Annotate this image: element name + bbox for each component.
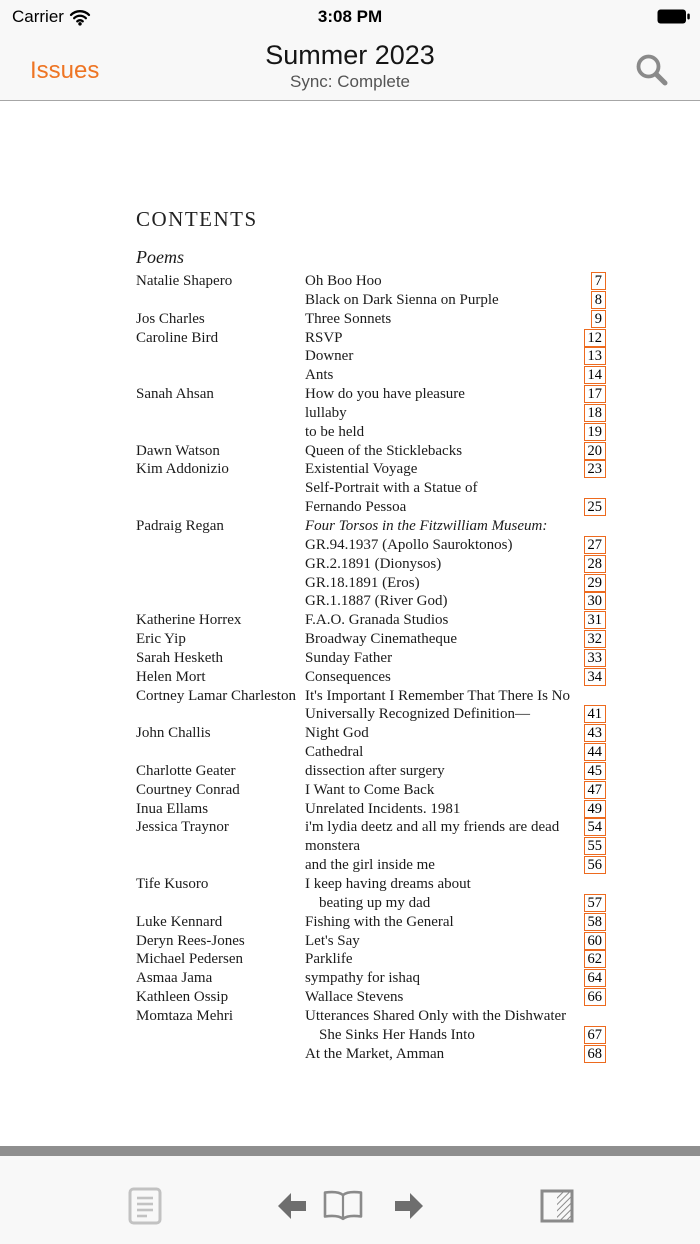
page-number-link[interactable]: 67	[584, 1026, 607, 1044]
toc-author: Cortney Lamar Charleston	[136, 687, 296, 704]
status-bar	[0, 0, 700, 34]
open-book-icon[interactable]	[322, 1190, 364, 1222]
toc-row	[136, 423, 606, 442]
toc-row	[136, 498, 606, 517]
toc-page-cell	[580, 347, 606, 365]
toc-row	[136, 1026, 606, 1045]
toc-page-cell	[580, 630, 606, 648]
toc-page-cell	[580, 574, 606, 592]
toc-author: Jessica Traynor	[136, 819, 229, 836]
page-number-link[interactable]: 17	[584, 385, 607, 403]
toc-title: sympathy for ishaq	[305, 970, 420, 987]
toc-page-cell	[580, 366, 606, 384]
toc-title: I keep having dreams about	[305, 876, 471, 892]
page-number-link[interactable]: 27	[584, 536, 607, 554]
toc-title: F.A.O. Granada Studios	[305, 612, 449, 629]
contents-list-icon[interactable]	[128, 1187, 162, 1225]
toc-row	[136, 724, 606, 743]
toc-author: John Challis	[136, 725, 211, 742]
document-page	[0, 102, 700, 1146]
toc-row	[136, 630, 606, 649]
page-number-link[interactable]: 43	[584, 724, 607, 742]
section-heading-poems: Poems	[136, 247, 184, 267]
toc-title: Ants	[305, 367, 334, 384]
toc-row	[136, 385, 606, 404]
toc-row	[136, 460, 606, 479]
toc-title: RSVP	[305, 329, 343, 346]
sync-status: Sync: Complete	[290, 72, 410, 91]
toc-title: beating up my dad	[319, 894, 431, 911]
toc-row	[136, 800, 606, 819]
toc-title: It's Important I Remember That There Is No	[305, 687, 570, 704]
toc-page-cell	[580, 291, 606, 309]
toc-title: monstera	[305, 838, 360, 855]
toc-title: Broadway Cinematheque	[305, 631, 458, 648]
toc-page-cell	[580, 536, 606, 554]
status-time: 3:08 PM	[317, 7, 383, 26]
page-number-link[interactable]: 19	[584, 423, 607, 441]
previous-page-arrow-icon[interactable]	[277, 1192, 307, 1220]
toc-row	[136, 818, 606, 837]
toc-page-cell	[580, 743, 606, 761]
toc-row	[136, 875, 606, 894]
page-number-link[interactable]: 57	[584, 894, 607, 912]
carrier-label: Carrier	[12, 7, 64, 26]
top-chrome	[0, 0, 700, 101]
page-number-link[interactable]: 31	[584, 611, 607, 629]
toc-row	[136, 442, 606, 461]
toc-row	[136, 705, 606, 724]
toc-page-cell	[580, 272, 606, 290]
toc-title: At the Market, Amman	[305, 1045, 445, 1062]
toc-author: Charlotte Geater	[136, 762, 236, 779]
toc-page-cell	[580, 423, 606, 441]
toc-title: Oh Boo Hoo	[305, 273, 382, 289]
toc-page-cell	[580, 460, 606, 478]
toc-author: Eric Yip	[136, 631, 186, 648]
toc-title: Self-Portrait with a Statue of	[305, 480, 478, 497]
toc-page-cell	[580, 950, 606, 968]
page-number-link[interactable]: 34	[584, 668, 607, 686]
page-number-link[interactable]: 55	[584, 837, 607, 855]
toc-page-cell	[580, 649, 606, 667]
toc-title: i'm lydia deetz and all my friends are dead	[305, 819, 560, 836]
page-number-link[interactable]: 62	[584, 950, 607, 968]
page-number-link[interactable]: 56	[584, 856, 607, 874]
toc-row	[136, 649, 606, 668]
toc-title: Parklife	[305, 951, 353, 968]
toc-page-cell	[580, 592, 606, 610]
toc-title: GR.94.1937 (Apollo Sauroktonos)	[305, 536, 513, 553]
toc-title: and the girl inside me	[305, 857, 435, 874]
toc-title: Four Torsos in the Fitzwilliam Museum:	[305, 517, 548, 534]
toc-title: Let's Say	[305, 932, 360, 949]
toc-title: She Sinks Her Hands Into	[319, 1026, 475, 1043]
toc-page-cell	[580, 969, 606, 987]
toc-page-cell	[580, 818, 606, 836]
toc-title: I Want to Come Back	[305, 781, 435, 798]
toc-author: Luke Kennard	[136, 913, 223, 930]
toc-row	[136, 404, 606, 423]
toc-page-cell	[580, 1045, 606, 1063]
toc-title: GR.1.1887 (River God)	[305, 593, 448, 610]
page-number-link[interactable]: 41	[584, 705, 607, 723]
battery-icon	[657, 9, 690, 24]
next-page-arrow-icon[interactable]	[394, 1192, 424, 1220]
toc-author: Helen Mort	[136, 668, 206, 685]
toc-author: Momtaza Mehri	[136, 1007, 234, 1024]
toc-page-cell	[580, 1026, 606, 1044]
toc-title: Cathedral	[305, 744, 364, 761]
toc-page-cell	[580, 555, 606, 573]
toc-author: Dawn Watson	[136, 442, 220, 459]
toc-row	[136, 969, 606, 988]
toc-title: GR.2.1891 (Dionysos)	[305, 555, 442, 572]
toc-page-cell	[580, 404, 606, 422]
toc-page-cell	[580, 724, 606, 742]
search-icon[interactable]	[634, 52, 670, 88]
toc-title: lullaby	[305, 404, 347, 421]
toc-page-cell	[580, 781, 606, 799]
page-number-link[interactable]: 66	[584, 988, 607, 1006]
toc-row	[136, 668, 606, 687]
toc-author: Padraig Regan	[136, 517, 224, 534]
toc-page-cell	[580, 762, 606, 780]
toc-author: Tife Kusoro	[136, 876, 209, 892]
toc-title: Sunday Father	[305, 649, 393, 666]
toc-page-cell	[580, 668, 606, 686]
toc-row	[136, 950, 606, 969]
toc-row	[136, 574, 606, 593]
toc-row	[136, 894, 606, 913]
toc-title: Existential Voyage	[305, 461, 418, 478]
toc-page-cell	[580, 385, 606, 403]
page-number-link[interactable]: 23	[584, 460, 607, 478]
page-number-link[interactable]: 14	[584, 366, 607, 384]
toc-row	[136, 1007, 606, 1026]
toc-page-cell	[580, 913, 606, 931]
page-number-link[interactable]: 29	[584, 574, 607, 592]
toc-title: Consequences	[305, 668, 391, 685]
bottom-toolbar	[0, 1156, 700, 1244]
nav-title-group	[110, 40, 590, 92]
page-layout-icon[interactable]	[540, 1189, 574, 1223]
toc-row	[136, 479, 606, 498]
toc-row	[136, 291, 606, 310]
toc-row	[136, 611, 606, 630]
toc-title: dissection after surgery	[305, 762, 445, 779]
toc-title: Night God	[305, 725, 369, 742]
toc-page-cell	[580, 800, 606, 818]
toc-author: Natalie Shapero	[136, 273, 233, 289]
toc-title: Queen of the Sticklebacks	[305, 442, 463, 459]
nav-bar	[0, 34, 700, 101]
toc-page-cell	[580, 498, 606, 516]
toc-page-cell	[580, 705, 606, 723]
toc-author: Katherine Horrex	[136, 612, 242, 629]
toc-row	[136, 329, 606, 348]
page-scrubber-bar[interactable]	[0, 1146, 700, 1156]
toc-author: Michael Pedersen	[136, 951, 244, 968]
toc-page-cell	[580, 894, 606, 912]
toc-page-cell	[580, 856, 606, 874]
toc-row	[136, 932, 606, 951]
toc-row	[136, 310, 606, 329]
toc-author: Courtney Conrad	[136, 781, 240, 798]
page-number-link[interactable]: 54	[584, 818, 607, 836]
contents-heading: CONTENTS	[136, 207, 258, 231]
toc-title: Universally Recognized Definition—	[305, 706, 530, 723]
page-number-link[interactable]: 12	[584, 329, 607, 347]
toc-author: Inua Ellams	[136, 800, 209, 817]
toc-row	[136, 856, 606, 875]
toc-row	[136, 366, 606, 385]
toc-row	[136, 517, 606, 536]
toc-row	[136, 743, 606, 762]
toc-title: Utterances Shared Only with the Dishwater	[305, 1007, 567, 1024]
page-number-link[interactable]: 8	[591, 291, 606, 309]
page-number-link[interactable]: 58	[584, 913, 607, 931]
back-button-issues[interactable]: Issues	[30, 57, 100, 84]
toc-row	[136, 272, 606, 291]
page-number-link[interactable]: 18	[584, 404, 607, 422]
toc-title: Unrelated Incidents. 1981	[305, 800, 461, 817]
toc-author: Deryn Rees-Jones	[136, 932, 245, 949]
toc-page-cell	[580, 837, 606, 855]
page-number-link[interactable]: 68	[584, 1045, 607, 1063]
page-number-link[interactable]: 20	[584, 442, 607, 460]
page-number-link[interactable]: 49	[584, 800, 607, 818]
toc-row	[136, 837, 606, 856]
toc-page-cell	[580, 310, 606, 328]
toc-author: Jos Charles	[136, 310, 205, 327]
toc-row	[136, 347, 606, 366]
toc-page-cell	[580, 329, 606, 347]
toc-author: Kathleen Ossip	[136, 989, 229, 1006]
toc-title: Black on Dark Sienna on Purple	[305, 291, 499, 308]
page-number-link[interactable]: 25	[584, 498, 607, 516]
toc-title: How do you have pleasure	[305, 386, 465, 403]
toc-author: Caroline Bird	[136, 329, 219, 346]
toc-row	[136, 1045, 606, 1064]
toc-author: Sanah Ahsan	[136, 386, 214, 403]
page-number-link[interactable]: 7	[591, 272, 606, 290]
issue-title: Summer 2023	[265, 40, 435, 70]
page-number-link[interactable]: 44	[584, 743, 607, 761]
toc-title: to be held	[305, 423, 365, 440]
toc-row	[136, 555, 606, 574]
toc-author: Sarah Hesketh	[136, 649, 224, 666]
toc-title: Wallace Stevens	[305, 989, 404, 1006]
page-number-link[interactable]: 9	[591, 310, 606, 328]
page-number-link[interactable]: 30	[584, 592, 607, 610]
toc-row	[136, 988, 606, 1007]
page-number-link[interactable]: 32	[584, 630, 607, 648]
page-number-link[interactable]: 33	[584, 649, 607, 667]
toc-row	[136, 781, 606, 800]
toc-page-cell	[580, 988, 606, 1006]
page-number-link[interactable]: 28	[584, 555, 607, 573]
toc-title: Fishing with the General	[305, 913, 454, 930]
toc-page-cell	[580, 611, 606, 629]
toc-title: GR.18.1891 (Eros)	[305, 574, 420, 591]
toc-title: Fernando Pessoa	[305, 499, 407, 516]
toc-page-cell	[580, 442, 606, 460]
toc-title: Three Sonnets	[305, 310, 392, 327]
page-number-link[interactable]: 45	[584, 762, 607, 780]
page-number-link[interactable]: 60	[584, 932, 607, 950]
page-number-link[interactable]: 64	[584, 969, 607, 987]
toc-author: Asmaa Jama	[136, 970, 213, 987]
toc-list	[136, 272, 606, 1063]
page-number-link[interactable]: 13	[584, 347, 607, 365]
toc-page-cell	[580, 932, 606, 950]
toc-row	[136, 536, 606, 555]
page-number-link[interactable]: 47	[584, 781, 607, 799]
toc-row	[136, 592, 606, 611]
toc-row	[136, 762, 606, 781]
toc-row	[136, 687, 606, 706]
toc-author: Kim Addonizio	[136, 461, 229, 478]
toc-title: Downer	[305, 348, 354, 365]
toc-row	[136, 913, 606, 932]
